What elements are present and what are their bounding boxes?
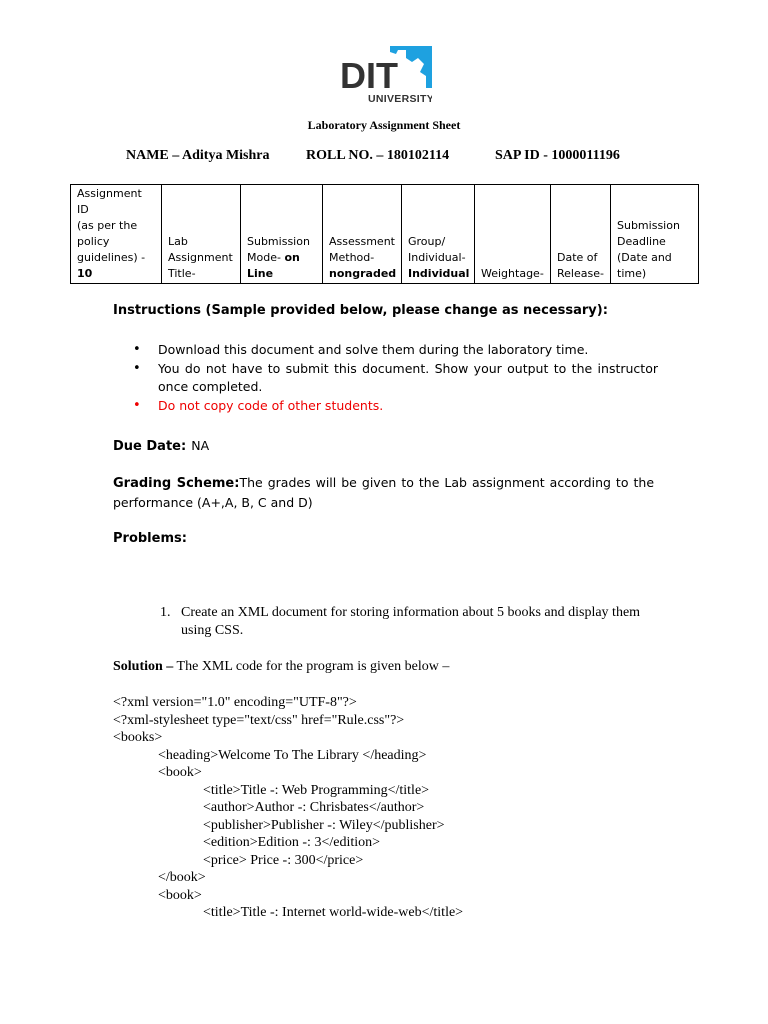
bullet-icon: • bbox=[133, 342, 141, 357]
code-line: <title>Title -: Web Programming</title> bbox=[203, 782, 430, 798]
logo-text-sub: UNIVERSITY bbox=[368, 93, 432, 104]
problem-item bbox=[160, 604, 650, 640]
logo-text-main: DIT bbox=[340, 55, 398, 96]
code-line: <book> bbox=[158, 765, 202, 780]
grading-scheme bbox=[113, 473, 654, 512]
cell-submission-mode: Submission Mode- on Line bbox=[241, 185, 323, 284]
solution-label: Solution – bbox=[113, 659, 174, 674]
problem-number: 1. bbox=[160, 605, 171, 620]
code-line: <edition>Edition -: 3</edition> bbox=[203, 835, 381, 850]
code-line: <publisher>Publisher -: Wiley</publisher> bbox=[203, 817, 445, 833]
sheet-title: Laboratory Assignment Sheet bbox=[307, 118, 461, 132]
student-name: NAME – Aditya Mishra bbox=[126, 148, 270, 163]
due-date bbox=[113, 435, 209, 454]
list-item: • You do not have to submit this document. Show your output to the instructor once completed. bbox=[133, 360, 658, 394]
bullet-icon: • bbox=[133, 360, 141, 376]
assignment-info-table bbox=[70, 184, 699, 284]
student-id-line bbox=[126, 148, 620, 164]
cell-submission-deadline: Submission Deadline (Date and time) bbox=[611, 185, 699, 284]
solution-line bbox=[113, 659, 449, 675]
grading-label: Grading Scheme: bbox=[113, 476, 240, 491]
problem-text: Create an XML document for storing information about 5 books and display them using CSS. bbox=[181, 605, 641, 638]
bullet-icon: • bbox=[133, 397, 141, 413]
problems-heading: Problems: bbox=[113, 531, 187, 546]
code-line: </book> bbox=[158, 870, 206, 885]
due-date-value: NA bbox=[191, 438, 210, 453]
cell-assignment-id: Assignment ID (as per the policy guidelines) - 10 bbox=[71, 185, 162, 284]
solution-text: The XML code for the program is given below – bbox=[173, 659, 450, 674]
sap-id: SAP ID - 1000011196 bbox=[495, 148, 620, 163]
instructions-list bbox=[130, 341, 658, 415]
cell-date-of-release: Date of Release- bbox=[551, 185, 611, 284]
code-line: <books> bbox=[113, 730, 163, 745]
dit-university-logo bbox=[340, 46, 432, 104]
code-line: <book> bbox=[158, 887, 202, 903]
logo-graphic bbox=[340, 46, 432, 104]
due-date-label: Due Date: bbox=[113, 439, 187, 454]
code-line: <heading>Welcome To The Library </heading> bbox=[158, 747, 427, 763]
code-line: <title>Title -: Internet world-wide-web</title> bbox=[203, 905, 464, 920]
grading-text: The grades will be given to the Lab assignment according to the performance (A+,A, B, C and D) bbox=[113, 475, 655, 510]
instructions-heading: Instructions (Sample provided below, please change as necessary): bbox=[113, 303, 608, 318]
code-line: <price> Price -: 300</price> bbox=[203, 852, 364, 868]
cell-lab-assignment-title: Lab Assignment Title- bbox=[162, 185, 241, 284]
cell-weightage: Weightage- bbox=[475, 185, 551, 284]
code-line: <author>Author -: Chrisbates</author> bbox=[203, 800, 425, 815]
list-item: • Download this document and solve them during the laboratory time. bbox=[130, 341, 658, 360]
list-item: • Do not copy code of other students. bbox=[130, 397, 658, 416]
code-line: <?xml version="1.0" encoding="UTF-8"?> bbox=[113, 695, 357, 710]
roll-number: ROLL NO. – 180102114 bbox=[306, 148, 450, 163]
cell-group-individual: Group/ Individual- Individual bbox=[402, 185, 475, 284]
xml-code-block bbox=[113, 694, 463, 922]
code-line: <?xml-stylesheet type="text/css" href="Rule.css"?> bbox=[113, 712, 405, 728]
table-row bbox=[71, 185, 699, 284]
cell-assessment-method: Assessment Method- nongraded bbox=[323, 185, 402, 284]
